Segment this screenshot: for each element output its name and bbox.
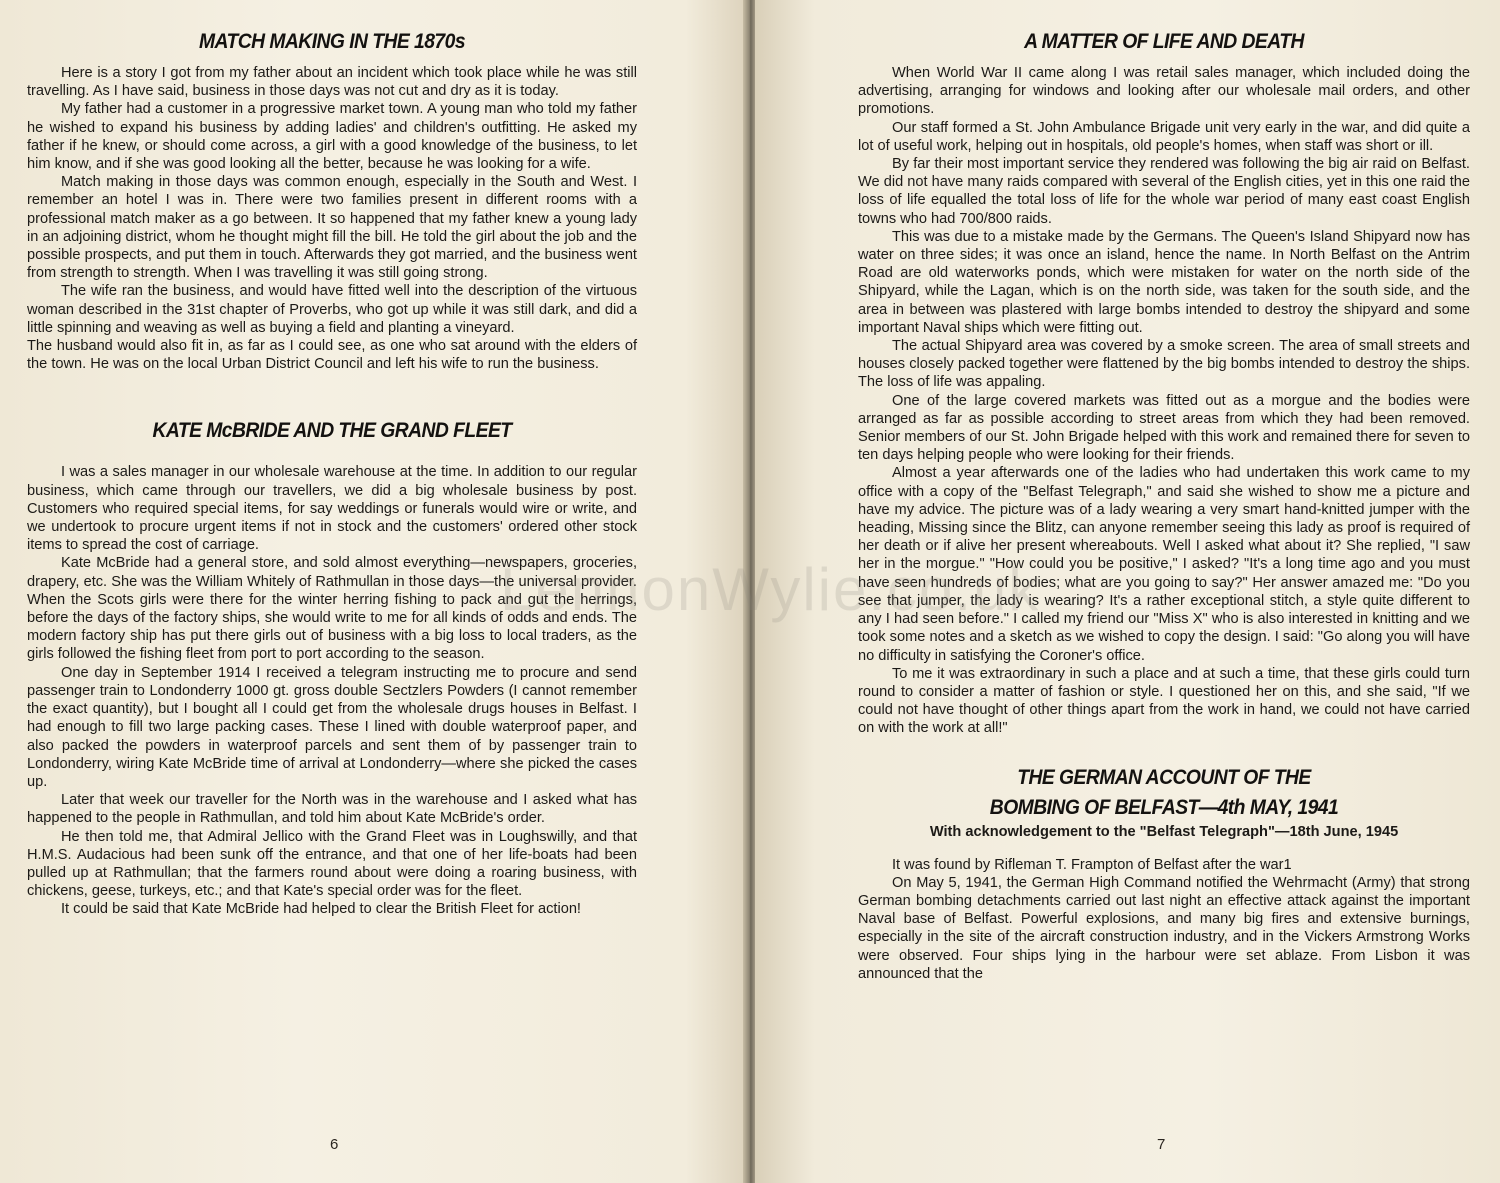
paragraph: Later that week our traveller for the North was in the warehouse and I asked what has happened to the people in Rathmullan, and told him about Kate McBride's order. <box>27 792 637 827</box>
paragraph: The wife ran the business, and would have fitted well into the description of the virtuous woman described in the 31st chapter of Proverbs, who got up while it was still dark, and did a little spinning and weaving as well as buying a field and planting a vineyard. <box>27 283 637 336</box>
paragraph: The husband would also fit in, as far as I could see, as one who sat around with the elders of the town. He was on the local Urban District Council and left his wife to run the business. <box>27 338 637 373</box>
section-title-kate-mcbride: KATE McBRIDE AND THE GRAND FLEET <box>152 419 512 443</box>
page-number: 6 <box>330 1136 339 1153</box>
paragraph: My father had a customer in a progressive market town. A young man who told my father he wished to expand his business by adding ladies' and children's outfitting. He asked my father if he knew, or should come across, a girl with a good knowledge of the business, to let him know, and if she was good looking all the better, because he was looking for a wife. <box>27 101 637 173</box>
paragraph: It could be said that Kate McBride had helped to clear the British Fleet for action! <box>61 901 581 918</box>
left-page-content <box>27 30 637 919</box>
paragraph: One day in September 1914 I received a telegram instructing me to procure and send passenger train to Londonderry 1000 gt. gross double Sectzlers Powders (I cannot remember the exact quantity), but I bought all I could get from the wholesale drugs houses in Belfast. I had enough to fill two large packing cases. These I lined with double waterproof paper, and also packed the powders in waterproof parcels and sent them of by passenger train to Londonderry, wiring Kate McBride time of arrival at Londonderry—where she picked the cases up. <box>27 664 637 790</box>
section-title-german-account-line2: BOMBING OF BELFAST—4th MAY, 1941 <box>989 795 1339 819</box>
paragraph: Match making in those days was common enough, especially in the South and West. I remember an hotel I was in. There were two families present in different rooms with a professional match maker as a go between. It so happened that my father knew a young lady in an adjoining district, whom he thought might fill the bill. He told the girl about the job and the possible prospects, and put them in touch. Afterwards they got married, and the business went from strength to strength. When I was travelling it was still going strong. <box>27 174 637 282</box>
page-number: 7 <box>1157 1136 1166 1153</box>
paragraph: The actual Shipyard area was covered by a smoke screen. The area of small streets and houses closely packed together were flattened by the big bombs intended to destroy the ships. The loss of life was appaling. <box>858 338 1470 391</box>
paragraph: When World War II came along I was retail sales manager, which included doing the advertising, arranging for windows and looking after our wholesale mail orders, and other promotions. <box>858 65 1470 118</box>
paragraph: Here is a story I got from my father about an incident which took place while he was still travelling. As I have said, business in those days was not cut and dry as it is today. <box>27 65 637 100</box>
section-spacer <box>858 738 1470 766</box>
paragraph: Kate McBride had a general store, and sold almost everything—newspapers, groceries, drapery, etc. She was the William Whitely of Rathmullan in those days—the universal provider. When the Scots girls were there for the winter herring fishing to pack and gut the herrings, before the days of the factory ships, she would write to me for all kinds of odds and ends. The modern factory ship has put there girls out of business with a big loss to local traders, as the girls followed the fishing fleet from port to port according to the season. <box>27 555 637 663</box>
paragraph: He then told me, that Admiral Jellico with the Grand Fleet was in Loughswilly, and that H.M.S. Audacious had been sunk off the entrance, and that one of her life-boats had been pulled up at Rathmullan; that the farmers round about were doing a roaring business, with chickens, geese, turkeys, etc.; and that Kate's special order was for the fleet. <box>27 828 637 900</box>
section-title-german-account-line1: THE GERMAN ACCOUNT OF THE <box>1017 765 1311 789</box>
watermark-text: LennonWylie.co.uk <box>500 556 1041 623</box>
paragraph: One of the large covered markets was fitted out as a morgue and the bodies were arranged as far as possible according to street areas from which they had been removed. Senior members of our St. John Brigade helped with this work and remained there for seven to ten days helping people who were looking for their friends. <box>858 392 1470 464</box>
section-title-match-making: MATCH MAKING IN THE 1870s <box>198 30 466 53</box>
paragraph: On May 5, 1941, the German High Command notified the Wehrmacht (Army) that strong German bombing detachments carried out last night an effective attack against the important Naval base of Belfast. Powerful explosions, and many big fires and extensive burnings, especially in the site of the aircraft construction industry, and in the Vickers Armstrong Works were observed. Four ships lying in the harbour were set ablaze. From Lisbon it was announced that the <box>858 874 1470 982</box>
paragraph: It was found by Rifleman T. Frampton of Belfast after the war1 <box>892 856 1292 873</box>
right-page <box>755 0 1500 1183</box>
section-spacer <box>27 373 637 419</box>
paragraph: By far their most important service they rendered was following the big air raid on Belfast. We did not have many raids compared with several of the English cities, yet in this one raid the loss of life equalled the total loss of life for the whole war period of many east coast English towns who had 700/800 raids. <box>858 156 1470 227</box>
acknowledgement: With acknowledgement to the "Belfast Telegraph"—18th June, 1945 <box>929 823 1399 840</box>
paragraph: Almost a year afterwards one of the ladies who had undertaken this work came to my office with a copy of the "Belfast Telegraph," and said she wished to show me a picture and have my advice. The picture was of a lady wearing a very smart hand-knitted jumper with the heading, Missing since the Blitz, can anyone remember seeing this lady as proof is required of her death or if alive her present whereabouts. Well I asked what about it? She replied, "I saw her in the morgue." "How could you be positive," I asked? "It's a long time ago and you must have seen hundreds of bodies; what are you going to say?" Her answer amazed me: "Do you see that jumper, the lady is wearing? It's a rather exceptional stitch, a style quite different to any I had seen before." I called my friend our "Miss X" who is also interested in knitting and we took some notes and a sketch as we wished to copy the design. I said: "Go along you will have no difficulty in satisfying the Coroner's office. <box>858 465 1470 664</box>
left-page <box>0 0 745 1183</box>
paragraph: I was a sales manager in our wholesale warehouse at the time. In addition to our regular business, which came through our travellers, we did a big wholesale business by post. Customers who required special items, for say weddings or funerals would wire or write, and we undertook to procure urgent items if not in stock and the customers' ordered other stock items to spread the cost of carriage. <box>27 464 637 554</box>
paragraph: This was due to a mistake made by the Germans. The Queen's Island Shipyard now has water on three sides; it was once an island, hence the name. In North Belfast on the Antrim Road are old waterworks ponds, which were mistaken for water on the north side of the Shipyard, while the Lagan, which is on the north side, was taken for the south side, and the area in between was plastered with large bombs intended to destroy the shipyard and some important Naval ships which were fitting out. <box>858 228 1470 336</box>
paragraph: To me it was extraordinary in such a place and at such a time, that these girls could turn round to consider a matter of fashion or style. I questioned her on this, and she said, "If we could not have thought of other things apart from the work in hand, we could not have carried on with the work at all!" <box>858 665 1470 737</box>
paragraph: Our staff formed a St. John Ambulance Brigade unit very early in the war, and did quite a lot of useful work, helping out in hospitals, old people's homes, when staff was short or ill. <box>858 119 1470 154</box>
section-spacer <box>27 453 637 463</box>
section-title-life-and-death: A MATTER OF LIFE AND DEATH <box>1024 30 1304 53</box>
right-page-content <box>858 30 1470 983</box>
